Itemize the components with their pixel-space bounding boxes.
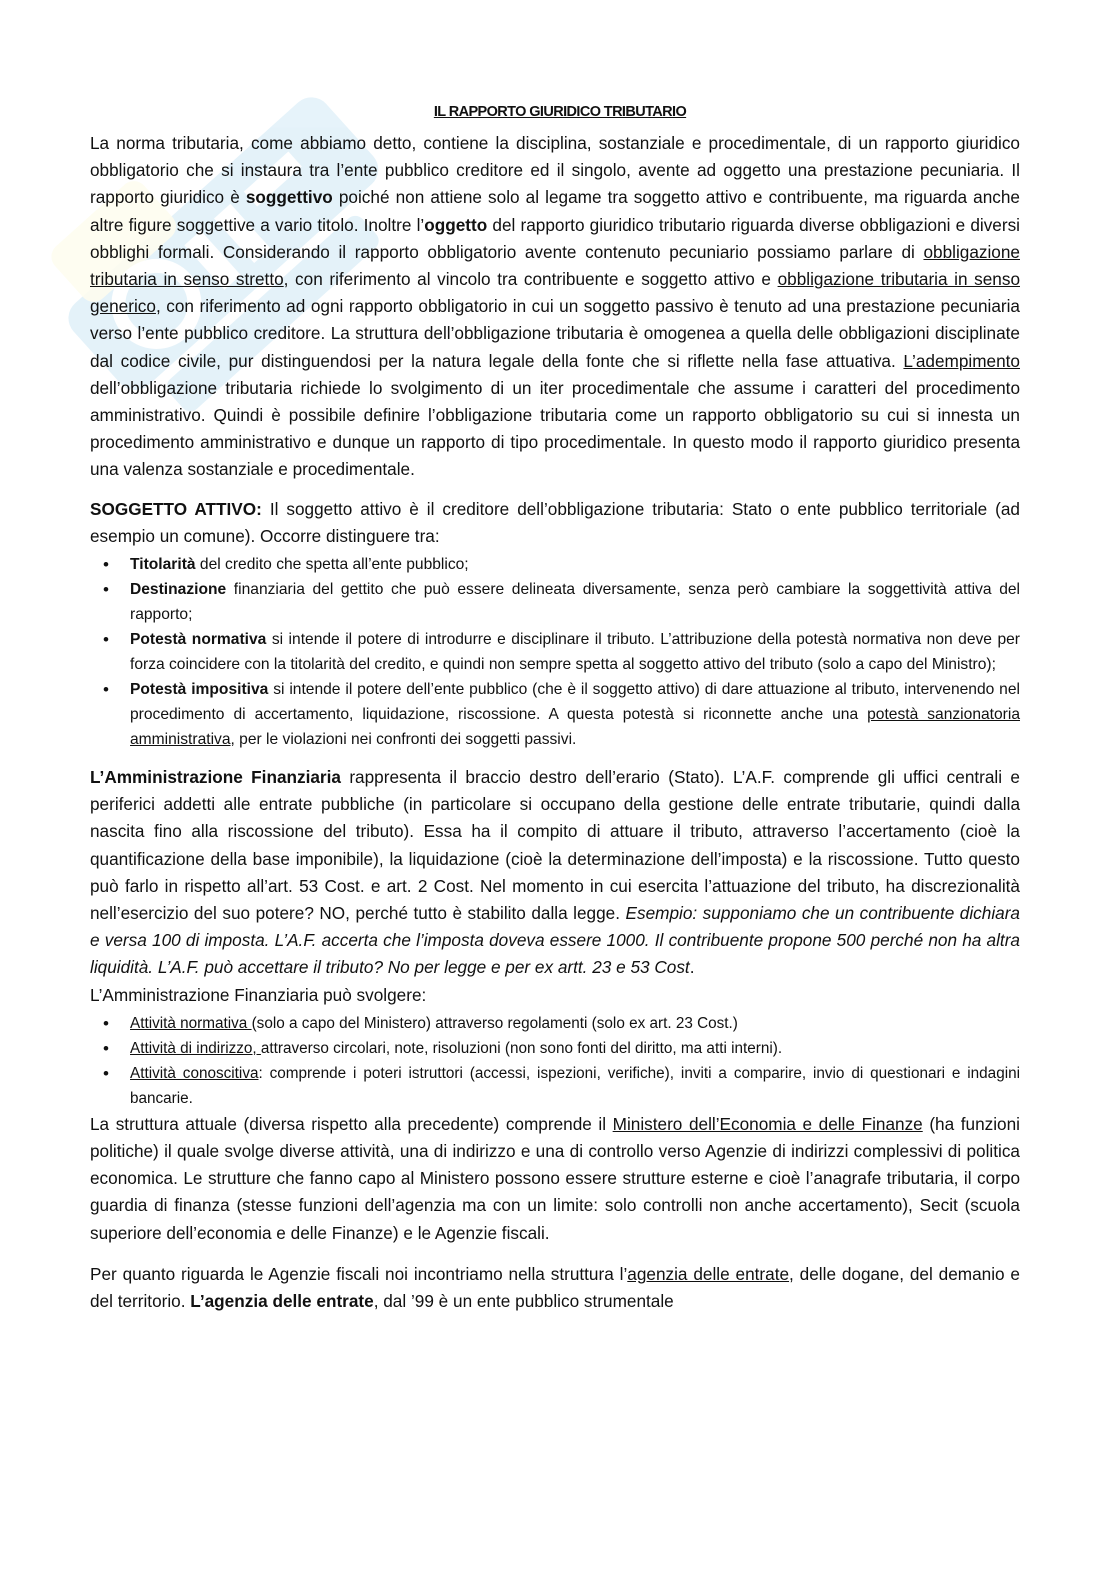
paragraph-intro: La norma tributaria, come abbiamo detto, contiene la disciplina, sostanziale e procedimentale, di un rapporto giuridico obbligatorio che si instaura tra l’ente pubblico creditore ed il singolo, avente ad oggetto una prestazione pecuniaria. Il rapporto giuridico è soggettivo poiché non attiene solo al legame tra soggetto attivo e contribuente, ma riguarda anche altre figure soggettive a vario titolo. Inoltre l’oggetto del rapporto giuridico tributario riguarda diverse obbligazioni e diversi obblighi formali. Considerando il rapporto obbligatorio avente contenuto pecuniario possiamo parlare di obbligazione tributaria in senso stretto, con riferimento al vincolo tra contribuente e soggetto attivo e obbligazione tributaria in senso generico, con riferimento ad ogni rapporto obbligatorio in cui un soggetto passivo è tenuto ad una prestazione pecuniaria verso l’ente pubblico creditore. La struttura dell’obbligazione tributaria è omogenea a quella delle obbligazioni disciplinate dal codice civile, pur distinguendosi per la natura legale della fonte che si riflette nella fase attuativa. L’adempimento dell’obbligazione tributaria richiede lo svolgimento di un iter procedimentale che assume i caratteri del procedimento amministrativo. Quindi è possibile definire l’obbligazione tributaria come un rapporto obbligatorio su cui si innesta un procedimento amministrativo e dunque un rapporto di tipo procedimentale. In questo modo il rapporto giuridico presenta una valenza sostanziale e procedimentale.: [90, 133, 1020, 480]
list-item: • Attività conoscitiva: comprende i poteri istruttori (accessi, ispezioni, verifiche), inviti a comparire, invio di questionari e indagini bancarie.: [90, 1061, 1020, 1111]
paragraph-agenzie-fiscali: Per quanto riguarda le Agenzie fiscali noi incontriamo nella struttura l’agenzia delle entrate, delle dogane, del demanio e del territorio. L’agenzia delle entrate, dal ’99 è un ente pubblico strumentale: [90, 1263, 1020, 1312]
paragraph-amministrazione-finanziaria: L’Amministrazione Finanziaria rappresenta il braccio destro dell’erario (Stato). L’A.F. comprende gli uffici centrali e periferici addetti alle entrate pubbliche (in particolare si occupano della gestione delle entrate tributarie, quindi dalla nascita fino alla riscossione del tributo). Essa ha il compito di attuare il tributo, attraverso l’accertamento (cioè la quantificazione della base imponibile), la liquidazione (cioè la determinazione dell’imposta) e la riscossione. Tutto questo può farlo in rispetto all’art. 53 Cost. e art. 2 Cost. Nel momento in cui esercita l’attuazione del tributo, ha discrezionalità nell’esercizio del suo potere? NO, perché tutto è stabilito dalla legge. Esempio: supponiamo che un contribuente dichiara e versa 100 di imposta. L’A.F. accerta che l’imposta doveva essere 1000. Il contribuente propone 500 perché non ha altra liquidità. L’A.F. può accettare il tributo? No per legge e per ex artt. 23 e 53 Cost.: [90, 767, 1020, 978]
list-soggetto-attivo: [90, 552, 1020, 752]
list-item: • Attività normativa (solo a capo del Ministero) attraverso regolamenti (solo ex art. 23 Cost.): [90, 1011, 1020, 1036]
list-item: • Potestà impositiva si intende il potere dell’ente pubblico (che è il soggetto attivo) di dare attuazione al tributo, intervenendo nel procedimento di accertamento, liquidazione, riscossione. A questa potestà si riconnette anche una potestà sanzionatoria amministrativa, per le violazioni nei confronti dei soggetti passivi.: [90, 677, 1020, 752]
list-item: • Titolarità del credito che spetta all’ente pubblico;: [90, 552, 1020, 577]
page-title: IL RAPPORTO GIURIDICO TRIBUTARIO: [433, 104, 687, 120]
list-attivita-af: [90, 1011, 1020, 1111]
list-item: • Destinazione finanziaria del gettito che può essere delineata diversamente, senza però cambiare la soggettività attiva del rapporto;: [90, 577, 1020, 627]
paragraph-soggetto-attivo: SOGGETTO ATTIVO: Il soggetto attivo è il creditore dell’obbligazione tributaria: Stato o ente pubblico territoriale (ad esempio un comune). Occorre distinguere tra:: [90, 498, 1020, 546]
document-page: [90, 104, 1020, 1315]
list-item: • Potestà normativa si intende il potere di introdurre e disciplinare il tributo. L’attribuzione della potestà normativa non deve per forza coincidere con la titolarità del credito, e quindi non sempre spetta al soggetto attivo del tributo (solo a capo del Ministro);: [90, 627, 1020, 677]
list-item: • Attività di indirizzo, attraverso circolari, note, risoluzioni (non sono fonti del diritto, ma atti interni).: [90, 1036, 1020, 1061]
paragraph-struttura: La struttura attuale (diversa rispetto alla precedente) comprende il Ministero dell’Economia e delle Finanze (ha funzioni politiche) il quale svolge diverse attività, una di indirizzo e una di controllo verso Agenzie di indirizzi complessivi di politica economica. Le strutture che fanno capo al Ministero possono essere strutture esterne e cioè l’anagrafe tributaria, il corpo guardia di finanza (stesse funzioni dell’agenzia ma con un limite: solo controlli non anche accertamento), Secit (scuola superiore dell’economia e delle Finanze) e le Agenzie fiscali.: [90, 1113, 1020, 1243]
paragraph-af-intro: L’Amministrazione Finanziaria può svolgere:: [90, 984, 427, 1005]
